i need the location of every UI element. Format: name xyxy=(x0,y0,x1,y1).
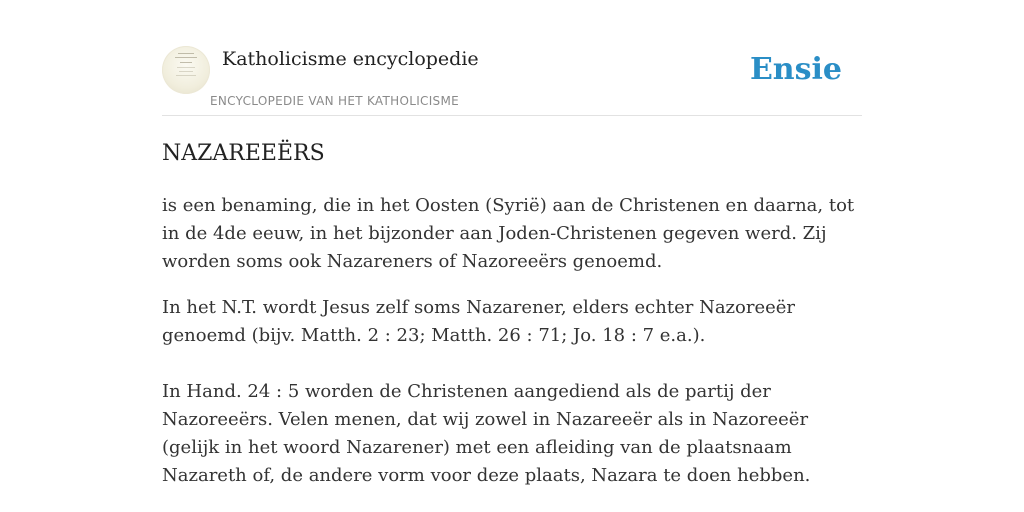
site-subtitle: ENCYCLOPEDIE VAN HET KATHOLICISME xyxy=(210,94,459,108)
article-title: NAZAREEËRS xyxy=(162,141,325,166)
header-divider xyxy=(162,115,862,116)
article-paragraph: In het N.T. wordt Jesus zelf soms Nazarener, elders echter Nazoreeër genoemd (bijv. Matth. 2 : 23; Matth. 26 : 71; Jo. 18 : 7 e.a.). xyxy=(162,297,796,346)
ensie-logo-link[interactable]: Ensie xyxy=(749,52,842,87)
book-cover-icon[interactable] xyxy=(162,46,210,94)
article-paragraph: is een benaming, die in het Oosten (Syrië) aan de Christenen en daarna, tot in de 4de eeuw, in het bijzonder aan Joden-Christenen gegeven werd. Zij worden soms ook Nazareners of Nazoreeërs genoemd. xyxy=(162,195,855,272)
site-title[interactable]: Katholicisme encyclopedie xyxy=(222,48,479,70)
article-body xyxy=(162,192,862,490)
article-paragraph: In Hand. 24 : 5 worden de Christenen aangediend als de partij der Nazoreeërs. Velen menen, dat wij zowel in Nazareeër als in Nazoreeër (gelijk in het woord Nazarener) met een afleiding van de plaatsnaam Nazareth of, de andere vorm voor deze plaats, Nazara te doen hebben. xyxy=(162,381,811,486)
